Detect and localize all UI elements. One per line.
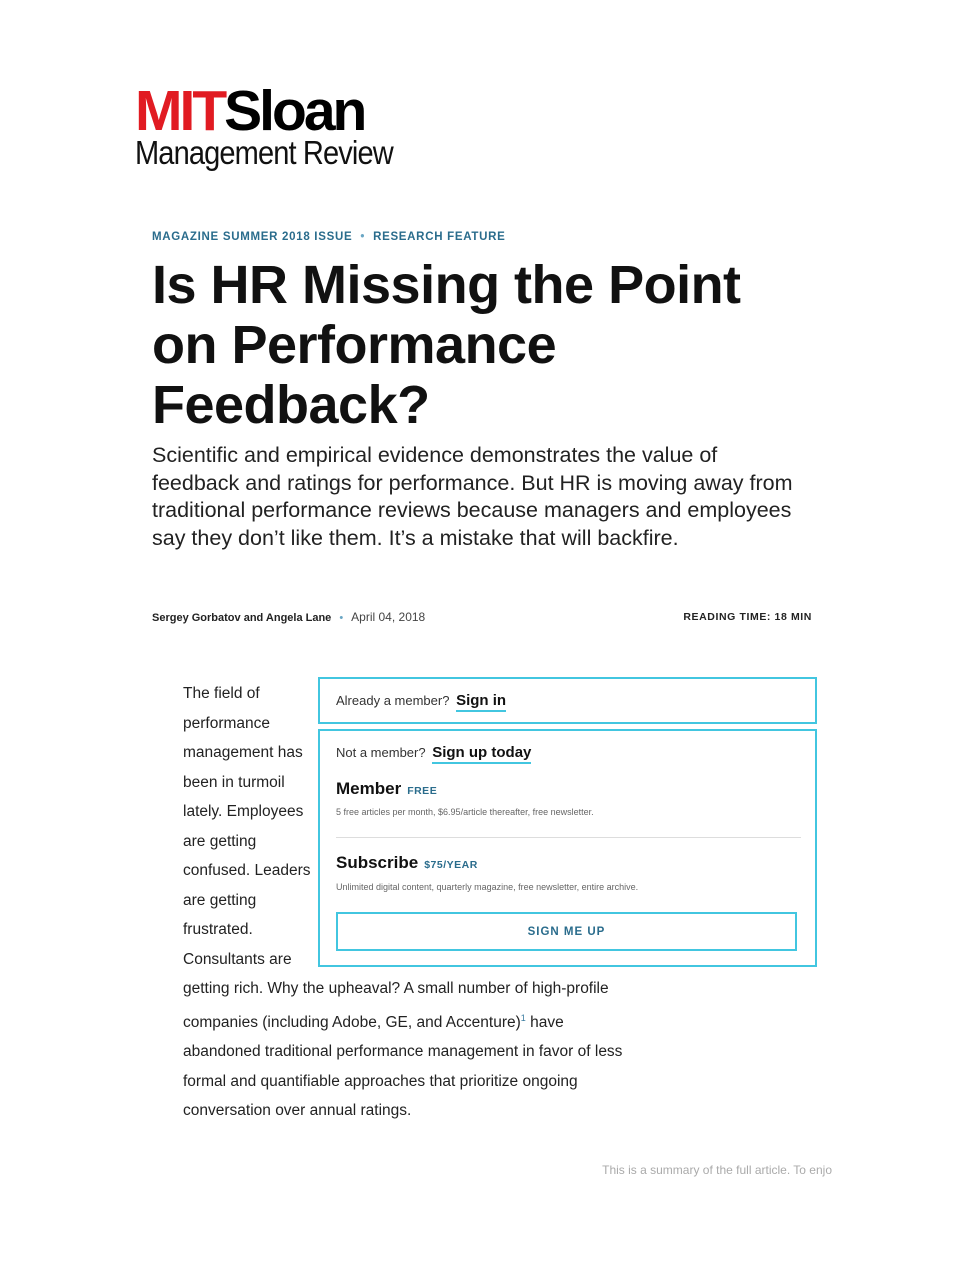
logo-wordmark <box>135 79 428 143</box>
body-wrapped-text: The field of performance management has been in turmoil lately. Employees are getting confused. Leaders are getting frustrated. Consultants are <box>183 685 311 968</box>
footnote-link[interactable]: 1 <box>520 1012 526 1023</box>
subscribe-plan-price: $75/YEAR <box>424 859 478 871</box>
body-text-part1: getting rich. Why the upheaval? A small number of high-profile companies (including Adobe, GE, and Accenture) <box>183 980 609 1031</box>
logo-subtitle: Management Review <box>135 134 393 171</box>
signin-prompt <box>336 692 506 709</box>
subscribe-plan-desc: Unlimited digital content, quarterly magazine, free newsletter, entire archive. <box>336 882 639 892</box>
author-names[interactable]: Sergey Gorbatov and Angela Lane <box>152 612 332 624</box>
article-title: Is HR Missing the Point on Performance Feedback? <box>152 255 741 435</box>
already-member-label: Already a member? <box>336 693 450 708</box>
mit-sloan-logo[interactable] <box>135 79 428 171</box>
member-plan <box>336 779 437 799</box>
byline-separator: • <box>339 612 344 624</box>
subscribe-plan <box>336 853 478 873</box>
subscribe-plan-name: Subscribe <box>336 853 419 872</box>
plan-divider <box>336 837 801 838</box>
article-kicker <box>152 231 505 243</box>
signup-box <box>318 729 817 967</box>
reading-time: READING TIME: 18 MIN <box>683 611 812 623</box>
signup-prompt <box>336 744 531 761</box>
byline <box>152 610 425 624</box>
issue-link[interactable]: MAGAZINE SUMMER 2018 ISSUE <box>152 231 353 243</box>
sign-up-link[interactable]: Sign up today <box>432 744 531 764</box>
signin-box <box>318 677 817 724</box>
logo-mit: MIT <box>135 79 225 143</box>
article-dek: Scientific and empirical evidence demonstrates the value of feedback and ratings for performance. But HR is moving away from traditional performance reviews because managers and employees say they don’t like them. It’s a mistake that will backfire. <box>152 443 793 550</box>
summary-note: This is a summary of the full article. To enjo <box>602 1163 832 1177</box>
member-plan-price: FREE <box>407 785 438 797</box>
not-member-label: Not a member? <box>336 745 426 760</box>
kicker-separator: • <box>360 231 366 243</box>
member-plan-name: Member <box>336 779 402 798</box>
logo-sloan: Sloan <box>224 79 365 143</box>
sign-in-link[interactable]: Sign in <box>456 692 506 712</box>
sign-me-up-button[interactable]: SIGN ME UP <box>336 912 797 951</box>
publish-date: April 04, 2018 <box>351 610 426 624</box>
body-text-part2: have abandoned traditional performance management in favor of less formal and quantifiable approaches that prioritize ongoing conversation over annual ratings. <box>183 1013 623 1120</box>
member-plan-desc: 5 free articles per month, $6.95/article thereafter, free newsletter. <box>336 807 594 817</box>
body-continued-text <box>183 974 623 1126</box>
article-type-link[interactable]: RESEARCH FEATURE <box>373 231 506 243</box>
